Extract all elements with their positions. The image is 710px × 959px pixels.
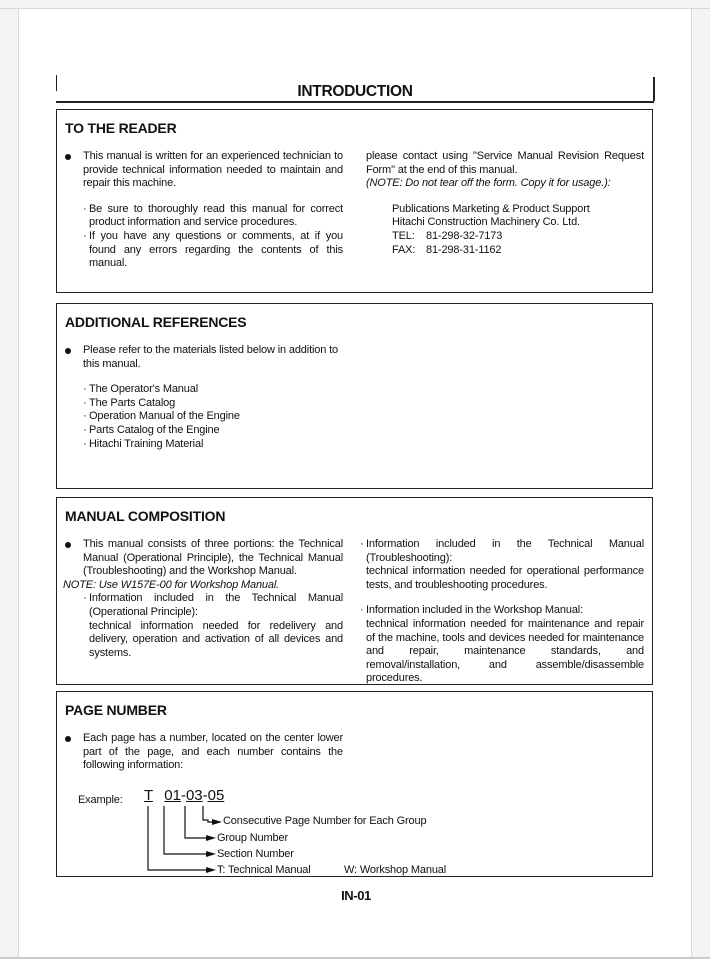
legend-group-number: Group Number <box>217 832 288 844</box>
reference-item: · Operation Manual of the Engine <box>83 410 240 423</box>
left-column <box>63 344 343 451</box>
middle-dot-icon: · <box>83 410 87 423</box>
middle-dot-icon: · <box>83 383 87 396</box>
bullet-icon <box>65 348 71 354</box>
section-additional-references <box>56 303 653 489</box>
middle-dot-icon: · <box>360 604 364 617</box>
contact-instruction: please contact using "Service Manual Revision Request Form" at the end of this manual. <box>366 150 644 176</box>
contact-fax: FAX: 81-298-31-1162 <box>392 243 502 256</box>
bullet-icon <box>65 542 71 548</box>
middle-dot-icon: · <box>83 396 87 409</box>
bullet-paragraph: Each page has a number, located on the center lower part of the page, and each number contains the following information: <box>63 732 343 773</box>
page-title: INTRODUCTION <box>297 83 413 100</box>
sub-item: · Information included in the Workshop Manual: technical information needed for maintenance and repair of the machine, tools and devices needed for maintenance and repair, maintenance standards, and removal/installation, and assemble/disassemble procedures. <box>360 604 644 685</box>
contact-block <box>366 203 644 257</box>
section-title: TO THE READER <box>65 120 177 136</box>
left-column <box>63 538 343 660</box>
example-part-group: 03 <box>185 787 203 804</box>
right-column <box>360 538 644 686</box>
note-text: NOTE: Use W157E-00 for Workshop Manual. <box>63 578 280 591</box>
sub-item: · If you have any questions or comments, at if you found any errors regarding the contents of this manual. <box>83 229 343 270</box>
bullet-paragraph: This manual consists of three portions: the Technical Manual (Operational Principle), the Technical Manual (Troubleshooting) and the Workshop Manual. <box>63 538 343 579</box>
example-part-type: T <box>144 787 153 804</box>
example-part-section: 01 <box>164 787 181 804</box>
legend-technical-manual: T: Technical Manual <box>217 864 311 876</box>
bullet-paragraph: This manual is written for an experienced technician to provide technical information needed to maintain and repair this machine. <box>63 150 343 191</box>
legend-workshop-manual: W: Workshop Manual <box>344 864 447 876</box>
example-label: Example: <box>78 794 123 806</box>
sub-item: · Information included in the Technical Manual (Troubleshooting): technical information needed for operational performance tests, and troubleshooting procedures. <box>360 538 644 591</box>
note-text: (NOTE: Do not tear off the form. Copy it for usage.): <box>366 177 611 190</box>
contact-tel: TEL: 81-298-32-7173 <box>392 229 503 242</box>
page-header <box>56 67 654 103</box>
contact-department: Publications Marketing & Product Support <box>392 202 590 215</box>
section-manual-composition <box>56 497 653 685</box>
bullet-paragraph: Please refer to the materials listed below in addition to this manual. <box>63 344 343 371</box>
bullet-icon <box>65 154 71 160</box>
middle-dot-icon: · <box>360 538 364 550</box>
middle-dot-icon: · <box>83 437 87 450</box>
reference-item: · The Operator's Manual <box>83 383 199 396</box>
middle-dot-icon: · <box>83 229 87 242</box>
section-page-number <box>56 691 653 877</box>
middle-dot-icon: · <box>83 202 87 215</box>
sub-item: · Be sure to thoroughly read this manual for correct product information and service procedures. <box>83 202 343 229</box>
reference-item: · Parts Catalog of the Engine <box>83 423 220 436</box>
document-page <box>18 9 692 957</box>
middle-dot-icon: · <box>83 423 87 436</box>
viewer-top-bar <box>0 0 710 9</box>
reference-item: · The Parts Catalog <box>83 396 176 409</box>
legend-page-number: Consecutive Page Number for Each Group <box>223 815 427 827</box>
bullet-icon <box>65 736 71 742</box>
sub-item: · Information included in the Technical Manual (Operational Principle): technical information needed for redelivery and delivery, operation and activation of all devices and systems. <box>83 592 343 659</box>
section-to-the-reader <box>56 109 653 293</box>
section-title: ADDITIONAL REFERENCES <box>65 314 247 330</box>
section-title: PAGE NUMBER <box>65 702 167 718</box>
right-column <box>366 150 644 257</box>
left-column <box>63 732 343 773</box>
example-part-page: 05 <box>207 787 225 804</box>
contact-company: Hitachi Construction Machinery Co. Ltd. <box>392 216 580 229</box>
legend-section-number: Section Number <box>217 848 294 860</box>
footer-page-number: IN-01 <box>341 888 371 903</box>
left-column <box>63 150 343 271</box>
section-title: MANUAL COMPOSITION <box>65 508 226 524</box>
middle-dot-icon: · <box>83 592 87 605</box>
page-number-example: T 01-03-05 <box>144 787 225 804</box>
reference-item: · Hitachi Training Material <box>83 437 204 450</box>
